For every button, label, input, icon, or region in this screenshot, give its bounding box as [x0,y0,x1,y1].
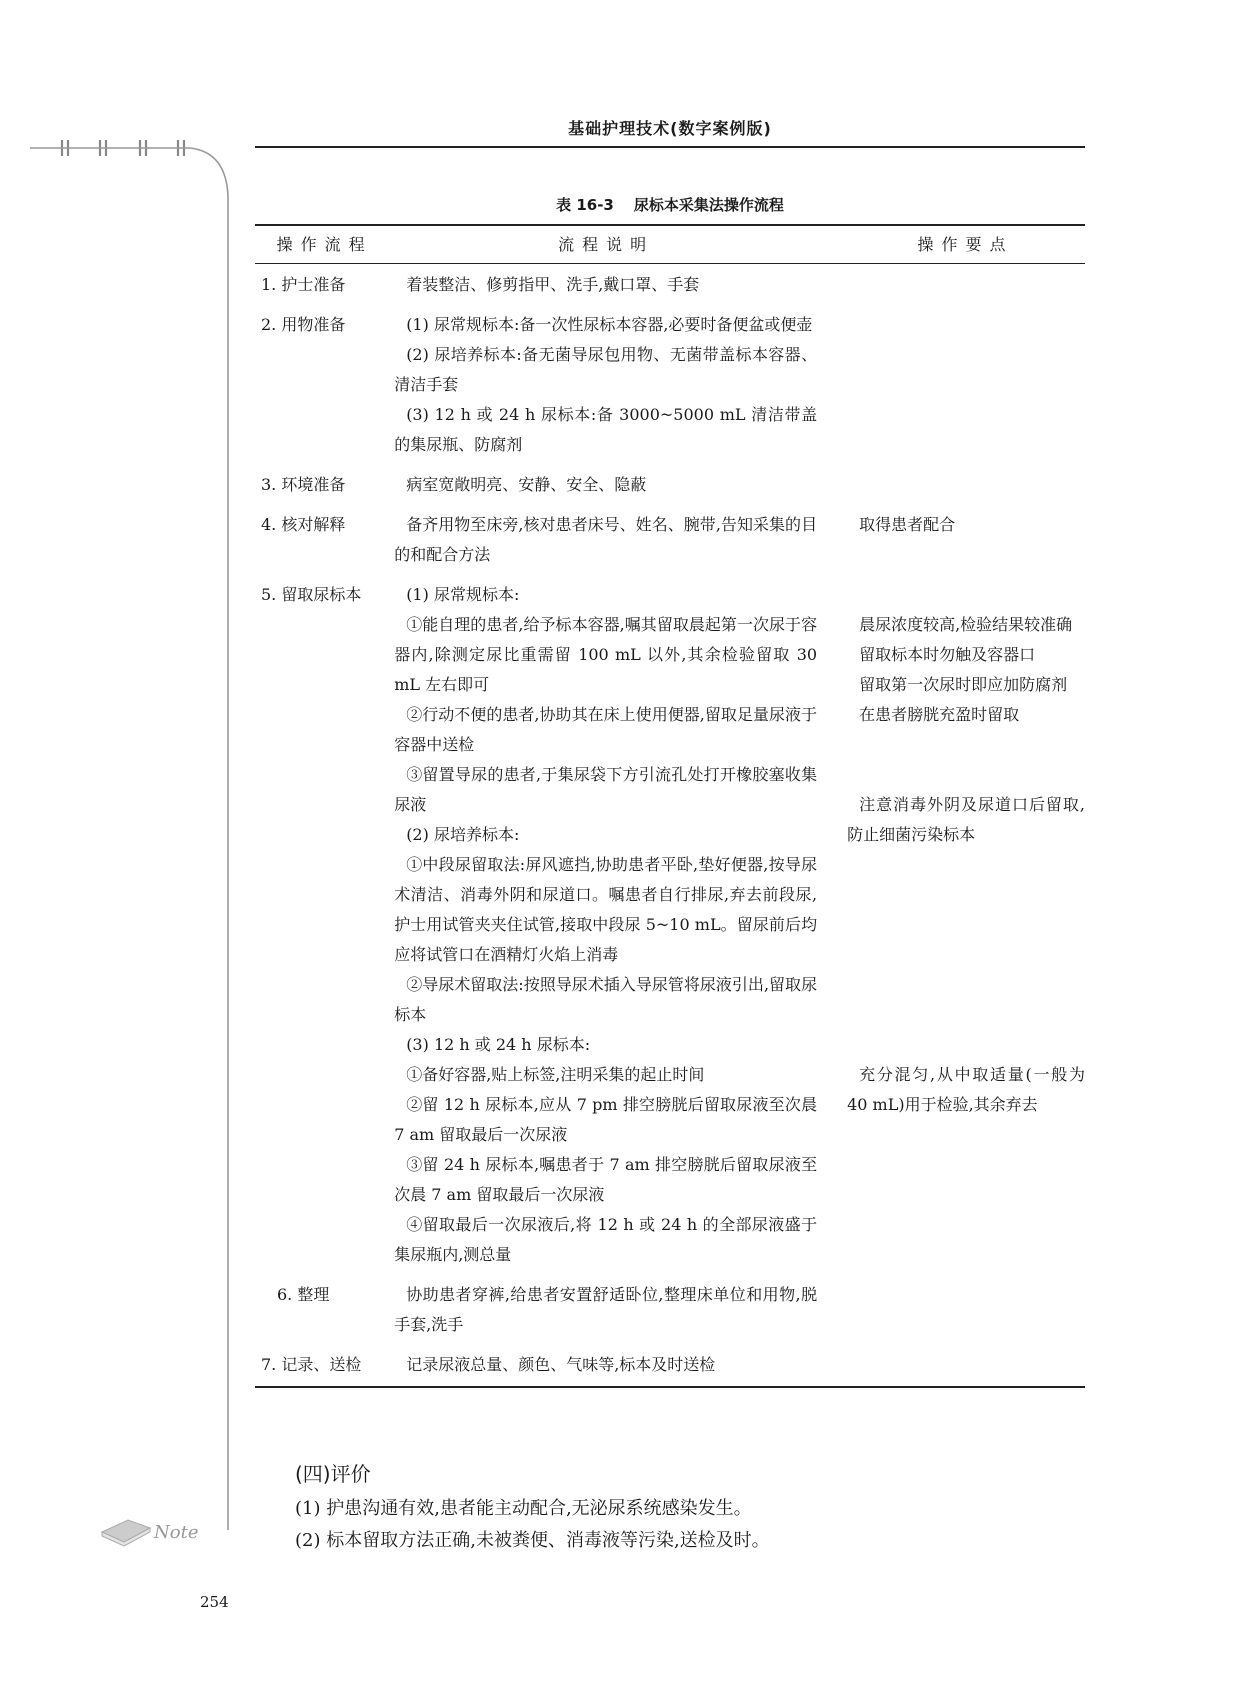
description-line: ①能自理的患者,给予标本容器,嘱其留取晨起第一次尿于容器内,除测定尿比重需留 100 mL 以外,其余检验留取 30 mL 左右即可 [394,615,818,694]
table-row [255,1344,1085,1387]
margin-decoration [0,0,240,1560]
step-label: 2. 用物准备 [261,315,346,334]
description-line: ①备好容器,贴上标签,注明采集的起止时间 [406,1065,705,1084]
key-point: 留取标本时勿触及容器口 [859,645,1036,664]
description-line: ③留 24 h 尿标本,嘱患者于 7 am 排空膀胱后留取尿液至次晨 7 am 留取最后一次尿液 [394,1155,818,1204]
key-point: 晨尿浓度较高,检验结果较准确 [859,615,1073,634]
description-line: ③留置导尿的患者,于集尿袋下方引流孔处打开橡胶塞收集尿液 [394,765,818,814]
description-line: ①中段尿留取法:屏风遮挡,协助患者平卧,垫好便器,按导尿术清洁、消毒外阴和尿道口。嘱患者自行排尿,弃去前段尿,护士用试管夹夹住试管,接取中段尿 5~10 mL。留尿前后均应将试管口在酒精灯火焰上消毒 [394,855,818,964]
key-point: 注意消毒外阴及尿道口后留取,防止细菌污染标本 [847,795,1085,844]
description-line: ④留取最后一次尿液后,将 12 h 或 24 h 的全部尿液盛于集尿瓶内,测总量 [394,1215,818,1264]
table-number: 表 16-3 [556,196,614,214]
key-point: 取得患者配合 [859,515,956,534]
description-line: 记录尿液总量、颜色、气味等,标本及时送检 [406,1355,716,1374]
description-line: ②留 12 h 尿标本,应从 7 pm 排空膀胱后留取尿液至次晨 7 am 留取最后一次尿液 [394,1095,818,1144]
description-line: (2) 尿培养标本:备无菌导尿包用物、无菌带盖标本容器、清洁手套 [394,345,818,394]
evaluation-item: (2) 标本留取方法正确,未被粪便、消毒液等污染,送检及时。 [295,1530,770,1551]
evaluation-heading: (四)评价 [295,1462,371,1486]
description-line: 协助患者穿裤,给患者安置舒适卧位,整理床单位和用物,脱手套,洗手 [394,1285,818,1334]
description-line: ②导尿术留取法:按照导尿术插入导尿管将尿液引出,留取尿标本 [394,975,818,1024]
page-number: 254 [200,1593,229,1611]
table-row [255,464,1085,504]
step-label: 1. 护士准备 [261,275,346,294]
description-line: 备齐用物至床旁,核对患者床号、姓名、腕带,告知采集的目的和配合方法 [394,515,818,564]
table-row [255,574,1085,1274]
table-title: 尿标本采集法操作流程 [633,196,784,214]
header-step: 操作流程 [255,225,394,264]
table-header-row [255,225,1085,264]
description-line: 病室宽敞明亮、安静、安全、隐蔽 [406,475,647,494]
evaluation-item: (1) 护患沟通有效,患者能主动配合,无泌尿系统感染发生。 [295,1498,752,1519]
key-point: 充分混匀,从中取适量(一般为 40 mL)用于检验,其余弃去 [847,1065,1085,1114]
svg-text:Note: Note [154,1522,199,1543]
description-line: 着装整洁、修剪指甲、洗手,戴口罩、手套 [406,275,700,294]
table-row [255,264,1085,305]
description-line: (2) 尿培养标本: [406,825,520,844]
header-description: 流程说明 [394,225,837,264]
description-line: ②行动不便的患者,协助其在床上使用便器,留取足量尿液于容器中送检 [394,705,818,754]
description-line: (1) 尿常规标本:备一次性尿标本容器,必要时备便盆或便壶 [406,315,813,334]
header-key-points: 操作要点 [837,225,1085,264]
header-rule [255,146,1085,148]
key-point: 留取第一次尿时即应加防腐剂 [859,675,1068,694]
note-logo [98,1508,208,1548]
table-row [255,1274,1085,1344]
step-label: 6. 整理 [277,1285,330,1304]
key-point: 在患者膀胱充盈时留取 [859,705,1020,724]
table-row [255,504,1085,574]
table-row [255,304,1085,464]
description-line: (3) 12 h 或 24 h 尿标本: [406,1035,591,1054]
step-label: 5. 留取尿标本 [261,585,362,604]
description-line: (3) 12 h 或 24 h 尿标本:备 3000~5000 mL 清洁带盖的集尿瓶、防腐剂 [394,405,818,454]
running-header-title: 基础护理技术(数字案例版) [568,119,772,138]
step-label: 4. 核对解释 [261,515,346,534]
table-caption [255,194,1085,215]
description-line: (1) 尿常规标本: [406,585,520,604]
procedure-table [255,224,1085,1388]
step-label: 3. 环境准备 [261,475,346,494]
step-label: 7. 记录、送检 [261,1355,362,1374]
